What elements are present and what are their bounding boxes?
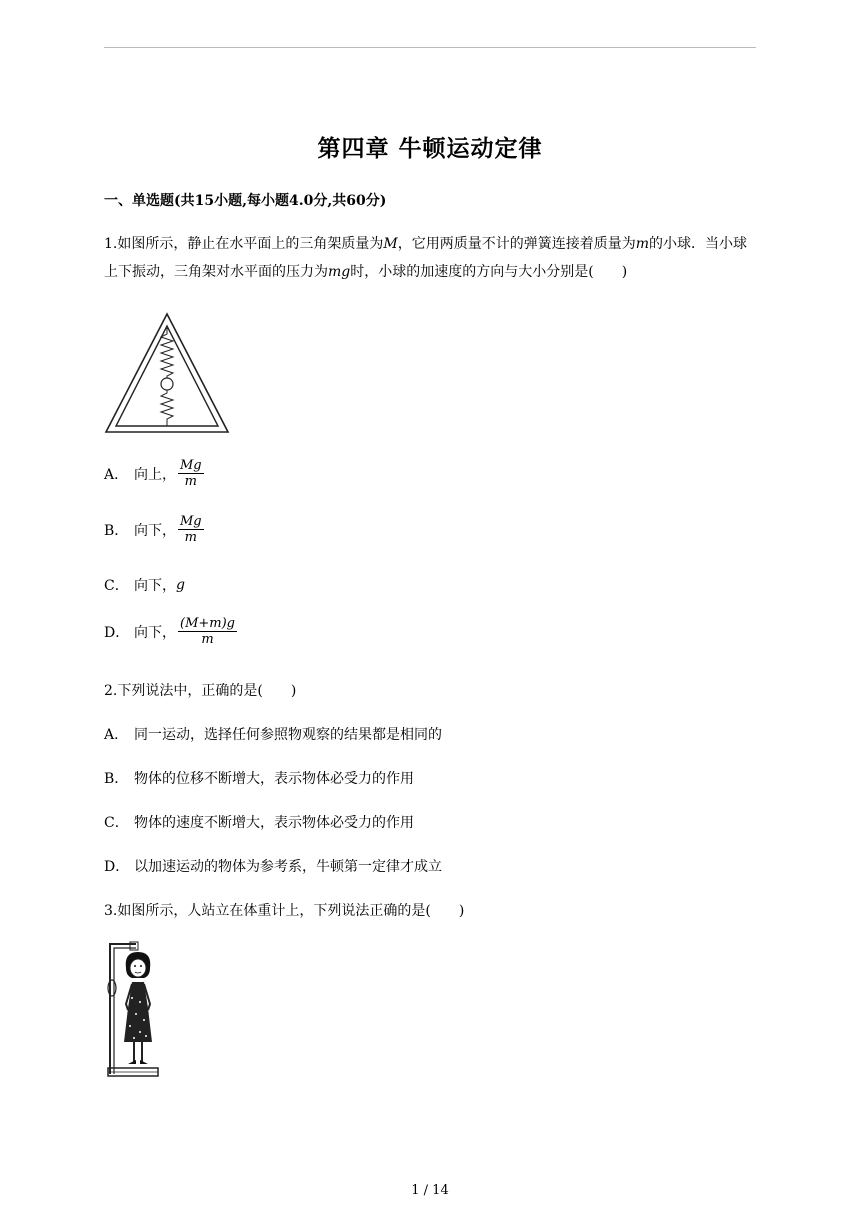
question-3-text: 3.如图所示，人站立在体重计上，下列说法正确的是( ) — [104, 903, 465, 919]
page-number: 1 / 14 — [411, 1183, 449, 1198]
fraction: $\frac{Mg}{m}$ — [180, 514, 202, 545]
question-2-text: 2.下列说法中，正确的是( ) — [104, 683, 297, 699]
fraction: $\frac{Mg}{m}$ — [180, 458, 202, 489]
q2-option-a[interactable]: A． 同一运动，选择任何参照物观察的结果都是相同的 — [104, 727, 442, 743]
q2-option-d[interactable]: D． 以加速运动的物体为参考系，牛顿第一定律才成立 — [104, 859, 442, 875]
triangle-spring-figure — [104, 312, 230, 434]
q2-option-c[interactable]: C． 物体的速度不断增大，表示物体必受力的作用 — [104, 815, 414, 831]
q1-option-b[interactable]: B． 向下， $\frac{Mg}{m}$ — [104, 514, 202, 545]
q2-option-b[interactable]: B． 物体的位移不断增大，表示物体必受力的作用 — [104, 771, 414, 787]
header-rule — [104, 47, 756, 48]
q1-option-c[interactable]: C． 向下， g — [104, 577, 185, 594]
question-1-text: 1.如图所示，静止在水平面上的三角架质量为M，它用两质量不计的弹簧连接着质量为m的小球．当小球上下振动，三角架对水平面的压力为mg时，小球的加速度的方向与大小分别是( ) — [104, 236, 747, 280]
fraction: $\frac{(M+m)g}{m}$ — [180, 616, 235, 647]
q1-option-d[interactable]: D． 向下， $\frac{(M+m)g}{m}$ — [104, 616, 235, 647]
page-title: 第四章 牛顿运动定律 — [317, 135, 543, 162]
person-on-scale-figure — [104, 938, 162, 1080]
section-heading: 一、单选题(共15小题,每小题4.0分,共60分) — [104, 193, 387, 209]
q1-option-a[interactable]: A． 向上， $\frac{Mg}{m}$ — [104, 458, 202, 489]
